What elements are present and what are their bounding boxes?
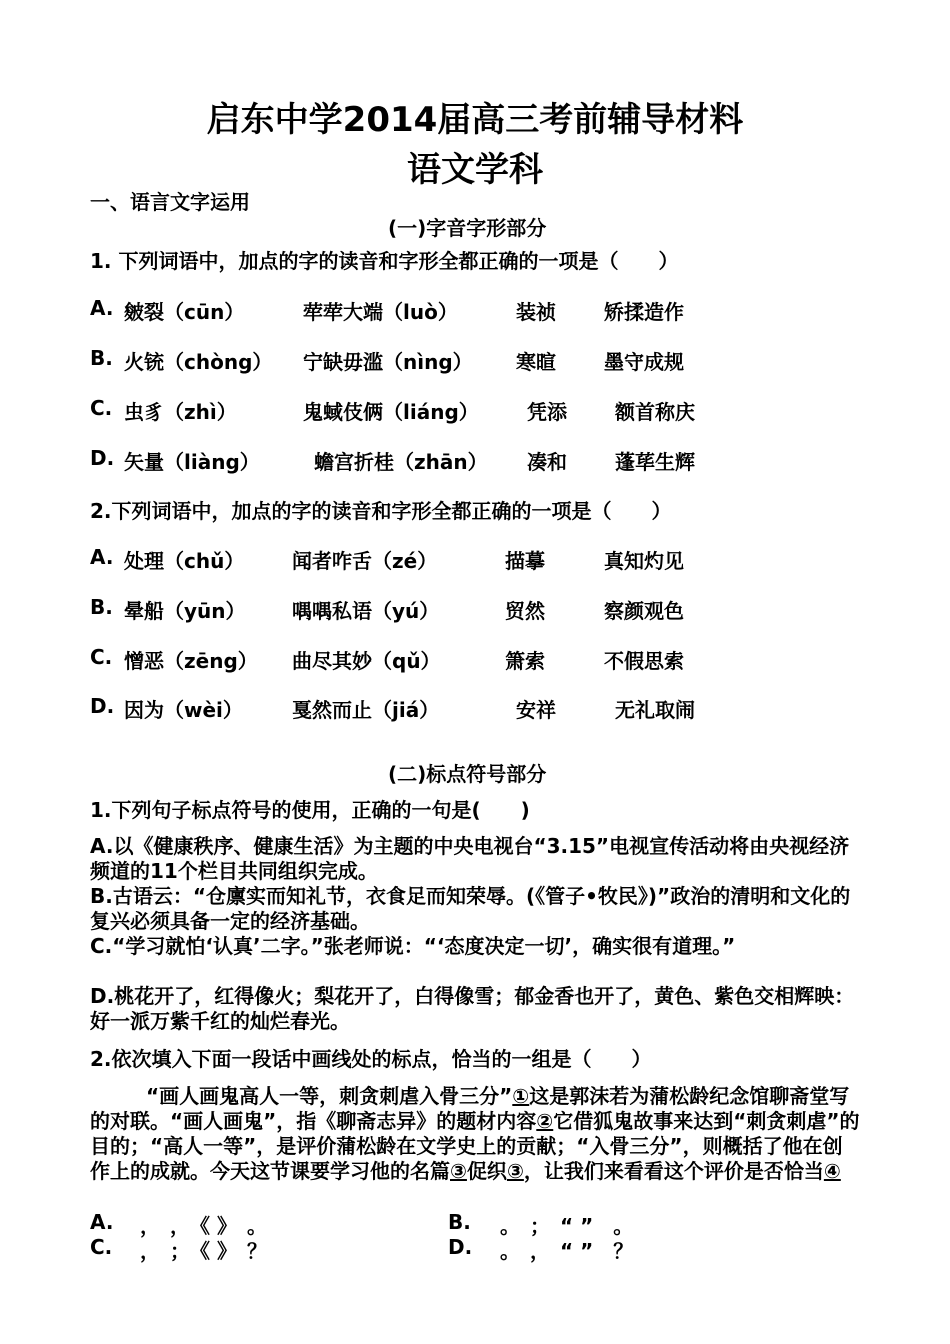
q2-option-d-word1: 因为（wèi） [124, 698, 243, 722]
q1-option-a-word3: 装祯 [516, 300, 556, 324]
passage-text: “画人画鬼高人一等，刺贪刺虐入骨三分” [146, 1084, 513, 1108]
q2-option-b-label: B. [90, 595, 113, 619]
p2-answer-c-marks: ， ； 《 》 ？ [140, 1239, 267, 1263]
q2-option-a-word3: 描摹 [505, 549, 545, 573]
q2-option-d-label: D. [90, 694, 115, 718]
q1-option-c-word2: 鬼蜮伎俩（liáng） [303, 400, 479, 424]
section-heading: 一、语言文字运用 [90, 190, 250, 214]
p2-answer-a-marks: ， ， 《 》 。 [140, 1214, 267, 1238]
doc-title: 启东中学2014届高三考前辅导材料 [206, 100, 744, 140]
q1-option-a-word4: 矫揉造作 [604, 300, 684, 324]
q1-option-c-word3: 凭添 [527, 400, 567, 424]
q2-option-d-word2: 戛然而止（jiá） [292, 698, 440, 722]
q1-option-d-word1: 矢量（liàng） [124, 450, 260, 474]
q1-option-c-word4: 额首称庆 [615, 400, 695, 424]
q1-option-d-word3: 凑和 [527, 450, 567, 474]
q1-option-a-label: A. [90, 296, 114, 320]
q2-option-c-word1: 憎恶（zēng） [124, 649, 258, 673]
q1-option-b-label: B. [90, 346, 113, 370]
q2-option-d-word3: 安祥 [516, 698, 556, 722]
q2-option-a-word1: 处理（chǔ） [124, 549, 245, 573]
passage-text: 它借狐鬼故事来达到“刺贪刺虐”的目的；“高人一等”，是评价蒲松龄在文学史上的贡献；“入骨三分”，则概括了他在创作上的成就。今天这节课要学习他的名篇 [90, 1109, 860, 1183]
q2-option-a-word2: 闻者咋舌（zé） [292, 549, 438, 573]
blank-marker-3: ③ [450, 1159, 467, 1183]
p1-option-d: D.桃花开了，红得像火；梨花开了，白得像雪；郁金香也开了，黄色、紫色交相辉映：好一派万紫千红的灿烂春光。 [90, 984, 855, 1033]
punctuation-question-1-stem: 1.下列句子标点符号的使用，正确的一句是( ) [90, 798, 530, 822]
q2-option-c-label: C. [90, 645, 113, 669]
blank-marker-4: ④ [823, 1159, 841, 1183]
q1-option-b-word2: 宁缺毋滥（nìng） [303, 350, 473, 374]
q1-option-b-word1: 火铳（chòng） [124, 350, 273, 374]
p2-answer-c-label: C. [90, 1235, 113, 1259]
q2-option-b-word1: 晕船（yūn） [124, 599, 246, 623]
p1-option-c: C.“学习就怕‘认真’二字。”张老师说：“‘态度决定一切’，确实很有道理。” [90, 934, 736, 958]
p1-option-b: B.古语云：“仓廪实而知礼节，衣食足而知荣辱。(《管子•牧民》)”政治的清明和文化的复兴必须具备一定的经济基础。 [90, 884, 851, 933]
question-2-stem: 2.下列词语中，加点的字的读音和字形全都正确的一项是（ ） [90, 499, 672, 523]
q1-option-c-word1: 虫豸（zhì） [124, 400, 237, 424]
p2-answer-a-label: A. [90, 1210, 114, 1234]
blank-marker-1: ① [512, 1084, 530, 1108]
q2-option-b-word2: 喁喁私语（yú） [292, 599, 440, 623]
q2-option-d-word4: 无礼取闹 [615, 698, 695, 722]
q2-option-b-word3: 贸然 [505, 599, 545, 623]
p2-answer-d-marks: 。 ， “ ” ？ [500, 1239, 634, 1263]
p2-passage [90, 1084, 860, 1184]
p2-answer-d-label: D. [448, 1235, 473, 1259]
p2-answer-b-label: B. [448, 1210, 471, 1234]
question-1-stem: 1. 下列词语中，加点的字的读音和字形全都正确的一项是（ ） [90, 249, 679, 273]
passage-text: 这是郭沫若为蒲松龄纪念馆聊斋堂写的对联。“画人画鬼”，指《聊斋志异》的题材内容 [90, 1084, 850, 1133]
q1-option-b-word4: 墨守成规 [604, 350, 684, 374]
q1-option-d-word2: 蟾宫折桂（zhān） [314, 450, 488, 474]
blank-marker-2: ② [536, 1109, 554, 1133]
punctuation-question-2-stem: 2.依次填入下面一段话中画线处的标点，恰当的一组是（ ） [90, 1047, 652, 1071]
passage-text: 促织 [466, 1159, 507, 1183]
q2-option-a-word4: 真知灼见 [604, 549, 684, 573]
q2-option-c-word3: 箫索 [505, 649, 545, 673]
q1-option-b-word3: 寒暄 [516, 350, 556, 374]
q1-option-d-word4: 蓬荜生辉 [615, 450, 695, 474]
doc-subtitle: 语文学科 [407, 150, 543, 190]
passage-text: ，让我们来看看这个评价是否恰当 [523, 1159, 824, 1183]
subsection-heading-pronunciation: (一)字音字形部分 [388, 216, 547, 240]
blank-marker-3b: ③ [506, 1159, 524, 1183]
q2-option-a-label: A. [90, 545, 114, 569]
subsection-heading-punctuation: (二)标点符号部分 [388, 762, 547, 786]
q1-option-a-word2: 荦荦大端（luò） [303, 300, 458, 324]
q2-option-b-word4: 察颜观色 [604, 599, 684, 623]
q2-option-c-word4: 不假思索 [604, 649, 684, 673]
p2-answer-b-marks: 。 ； “ ” 。 [500, 1214, 634, 1238]
p1-option-a: A.以《健康秩序、健康生活》为主题的中央电视台“3.15”电视宣传活动将由央视经济频道的11个栏目共同组织完成。 [90, 834, 850, 883]
q1-option-c-label: C. [90, 396, 113, 420]
q2-option-c-word2: 曲尽其妙（qǔ） [292, 649, 441, 673]
q1-option-a-word1: 皴裂（cūn） [124, 300, 245, 324]
q1-option-d-label: D. [90, 446, 115, 470]
